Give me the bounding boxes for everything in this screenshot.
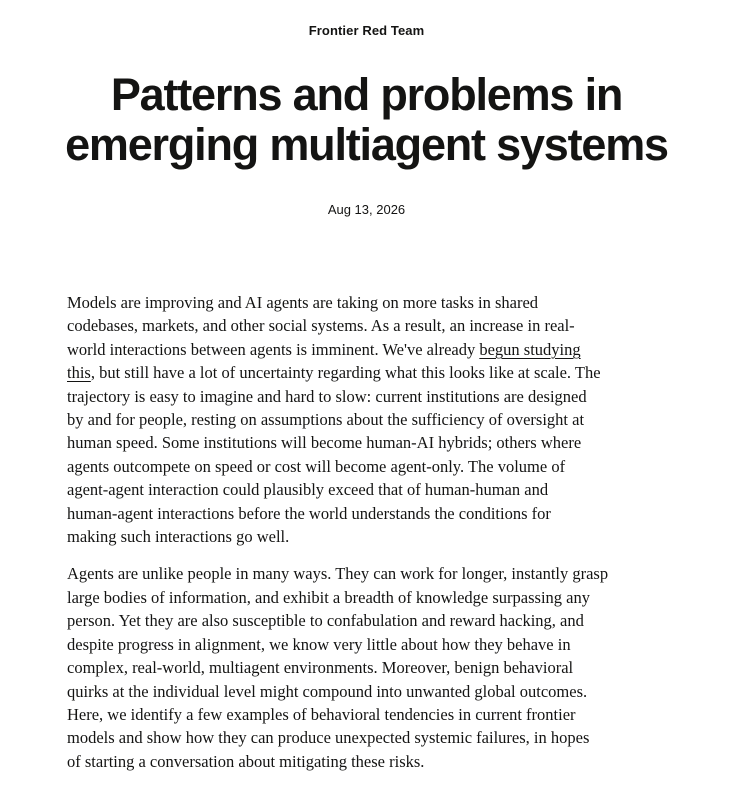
- paragraph-2: [67, 562, 667, 773]
- text-line: agent-agent interaction could plausibly exceed that of human-human and: [67, 480, 549, 500]
- category-label: Frontier Red Team: [308, 23, 425, 38]
- publish-date: Aug 13, 2026: [327, 202, 406, 217]
- text-line: human speed. Some institutions will become human-AI hybrids; others where: [67, 433, 582, 453]
- title-line: Patterns and problems in: [110, 69, 623, 120]
- begun-studying-link[interactable]: begun studying: [479, 339, 581, 359]
- text-line: by and for people, resting on assumptions about the sufficiency of oversight at: [67, 410, 585, 430]
- text-line: making such interactions go well.: [67, 527, 290, 547]
- title-line: emerging multiagent systems: [65, 119, 668, 170]
- text-line: Here, we identify a few examples of behavioral tendencies in current frontier: [67, 704, 576, 724]
- begun-studying-link-continued[interactable]: this: [67, 363, 91, 383]
- text-line: [67, 338, 667, 361]
- text-line: of starting a conversation about mitigating these risks.: [67, 751, 425, 771]
- text-line: Models are improving and AI agents are taking on more tasks in shared: [67, 293, 539, 312]
- text-segment: world interactions between agents is imminent. We've already: [67, 339, 480, 359]
- article-body: [67, 291, 667, 773]
- text-line: quirks at the individual level might compound into unwanted global outcomes.: [67, 681, 588, 701]
- text-line: [67, 361, 667, 384]
- text-line: Agents are unlike people in many ways. They can work for longer, instantly grasp: [67, 564, 609, 584]
- text-line: person. Yet they are also susceptible to confabulation and reward hacking, and: [67, 611, 584, 631]
- text-line: models and show how they can produce unexpected systemic failures, in hopes: [67, 728, 590, 748]
- text-line: human-agent interactions before the world understands the conditions for: [67, 503, 551, 523]
- page-title: [0, 70, 733, 170]
- text-line: large bodies of information, and exhibit a breadth of knowledge surpassing any: [67, 587, 590, 607]
- text-line: complex, real-world, multiagent environments. Moreover, benign behavioral: [67, 658, 574, 678]
- text-segment: , but still have a lot of uncertainty regarding what this looks like at scale. The: [90, 363, 601, 383]
- text-line: despite progress in alignment, we know very little about how they behave in: [67, 634, 571, 654]
- text-line: agents outcompete on speed or cost will become agent-only. The volume of: [67, 456, 566, 476]
- paragraph-1: [67, 291, 667, 548]
- text-line: trajectory is easy to imagine and hard to slow: current institutions are designed: [67, 386, 587, 406]
- text-line: codebases, markets, and other social systems. As a result, an increase in real-: [67, 316, 575, 336]
